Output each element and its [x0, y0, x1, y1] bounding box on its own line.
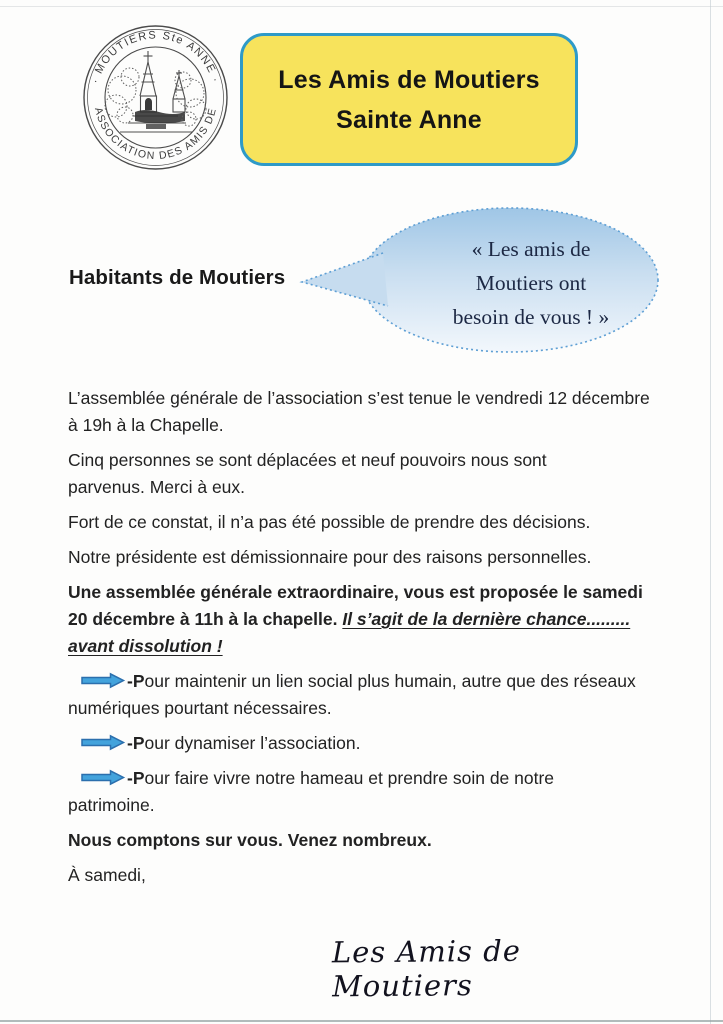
paragraph-see-you-saturday: À samedi, — [68, 865, 146, 885]
extraordinary-assembly-bold-text: Une assemblée générale extraordinaire, vous est proposée le samedi 20 décembre à 11h à la chapelle. — [68, 582, 643, 629]
letter-body — [68, 385, 716, 897]
speech-bubble-tail — [302, 253, 388, 306]
bullet-item-dynamize — [68, 730, 716, 757]
scan-artifact-top-edge — [0, 6, 723, 7]
paragraph-assembly-held: L’assemblée générale de l’association s’est tenue le vendredi 12 décembre à 19h à la Chapelle. — [68, 388, 650, 435]
association-stamp-logo — [78, 20, 233, 175]
bullet-bold-prefix: -P — [127, 733, 145, 753]
bubble-text-line2: Moutiers ont — [475, 271, 587, 295]
bullet-bold-prefix: -P — [127, 671, 145, 691]
banner-title-line1: Les Amis de Moutiers — [278, 65, 540, 94]
logo-arc-bottom-text: ASSOCIATION DES AMIS DE — [91, 106, 220, 163]
bubble-text-line1: « Les amis de — [471, 237, 591, 261]
chapel-icon — [120, 51, 192, 132]
paragraph-we-count-on-you: Nous comptons sur vous. Venez nombreux. — [68, 830, 432, 850]
arrow-bullet-icon — [80, 734, 126, 751]
bubble-text-line3: besoin de vous ! » — [452, 305, 610, 329]
addressee-heading: Habitants de Moutiers — [69, 266, 286, 289]
bullet-text: our dynamiser l’association. — [144, 733, 361, 753]
scan-artifact-bottom-edge — [0, 1020, 723, 1022]
signature-script: Les Amis de Moutiers — [331, 933, 522, 1004]
last-chance-underlined-text: Il s’agit de la dernière chance......... avant dissolution ! — [68, 609, 631, 656]
bullet-text: our faire vivre notre hameau et prendre soin de notre patrimoine. — [68, 768, 555, 815]
paragraph-extraordinary-assembly — [68, 579, 648, 660]
paragraph-attendance: Cinq personnes se sont déplacées et neuf pouvoirs nous sont parvenus. Merci à eux. — [68, 450, 547, 497]
logo-arc-top-text: · MOUTIERS Ste ANNE · — [89, 29, 222, 85]
arrow-bullet-icon — [80, 769, 126, 786]
title-banner — [240, 33, 578, 166]
logo-inner-ring — [105, 47, 206, 148]
paragraph-president-resigning: Notre présidente est démissionnaire pour des raisons personnelles. — [68, 547, 592, 567]
speech-bubble — [283, 203, 678, 373]
paragraph-no-decisions: Fort de ce constat, il n’a pas été possible de prendre des décisions. — [68, 512, 591, 532]
bullet-item-social-link — [68, 668, 668, 722]
bullet-item-hamlet-heritage — [68, 765, 633, 819]
arrow-bullet-icon — [80, 672, 126, 689]
bullet-text: our maintenir un lien social plus humain, autre que des réseaux numériques pourtant nécessaires. — [68, 671, 636, 718]
bullet-bold-prefix: -P — [127, 768, 145, 788]
banner-title-line2: Sainte Anne — [336, 105, 482, 134]
